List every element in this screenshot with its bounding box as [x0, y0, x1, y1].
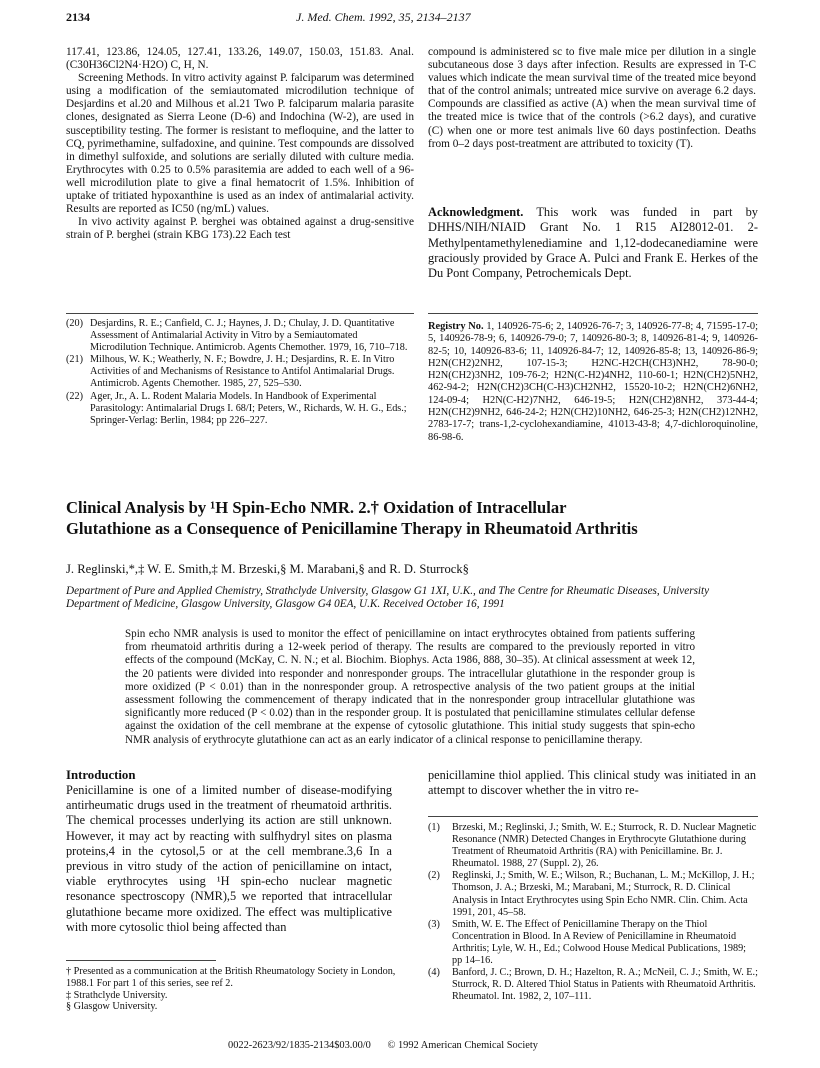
reference-number: (20) — [66, 318, 83, 329]
reference-number: (2) — [428, 870, 440, 882]
reference-item — [66, 318, 414, 354]
journal-citation: J. Med. Chem. 1992, 35, 2134–2137 — [296, 10, 471, 24]
reference-number: (1) — [428, 822, 440, 833]
reference-number: (4) — [428, 967, 440, 979]
reference-text: Banford, J. C.; Brown, D. H.; Hazelton, R. A.; McNeil, C. J.; Smith, W. E.; Sturrock, R. D. Altered Thiol Status in Patients with Rheumatoid Arthritis. Rheumatol. Int. 1982, 2, 107–111. — [452, 967, 758, 1003]
article-title-line-1: Clinical Analysis by ¹H Spin-Echo NMR. 2.† Oxidation of Intracellular — [66, 498, 567, 517]
reference-item — [428, 822, 758, 870]
copyright-notice: © 1992 American Chemical Society — [387, 1040, 538, 1051]
footnote-dagger: † Presented as a communication at the British Rheumatology Society in London, 1988.1 For part 1 of this series, see ref 2. — [66, 966, 396, 989]
author-list: J. Reglinski,*,‡ W. E. Smith,‡ M. Brzeski,§ M. Marabani,§ and R. D. Sturrock§ — [66, 562, 469, 576]
footnote-double-dagger: ‡ Strathclyde University. — [66, 989, 168, 1001]
acknowledgment-paragraph — [428, 205, 758, 297]
running-head — [66, 10, 756, 28]
reference-number: (22) — [66, 390, 83, 402]
reference-number: (3) — [428, 918, 440, 930]
acknowledgment-label: Acknowledgment. — [428, 205, 524, 219]
footnote-section: § Glasgow University. — [66, 1001, 158, 1013]
registry-label: Registry No. — [428, 321, 484, 332]
prev-paragraph-1: 117.41, 123.86, 124.05, 127.41, 133.26, 149.07, 150.03, 151.83. Anal. (C30H36Cl2N4·H2O) C, H, N. — [66, 46, 414, 72]
reference-number: (21) — [66, 354, 83, 366]
footnote-divider — [66, 960, 216, 961]
reference-text: Milhous, W. K.; Weatherly, N. F.; Bowdre, J. H.; Desjardins, R. E. In Vitro Activities of and Mechanisms of Resistance to Antifol Antimalarial Drugs. Antimicrob. Agents Chemother. 1985, 27, 525–530. — [90, 354, 395, 390]
prev-article-right-column — [428, 46, 756, 192]
copyright-line — [228, 1040, 628, 1051]
in-vivo-paragraph: In vivo activity against P. berghei was obtained against a drug-sensitive strain of P. berghei (strain KBG 173).22 Each test — [66, 216, 414, 242]
copyright-code: 0022-2623/92/1835-2134$03.00/0 — [228, 1040, 371, 1051]
reference-item — [428, 870, 758, 918]
footnotes — [66, 966, 396, 1013]
article-title — [66, 497, 756, 539]
reference-text: Smith, W. E. The Effect of Penicillamine Therapy on the Thiol Concentration in Blood. In A Review of Penicillamine in Rheumatoid Arthritis; Lyle, W. H., Ed.; Colwood House Medical Publications, 1989; pp 14–16. — [452, 918, 747, 967]
abstract: Spin echo NMR analysis is used to monitor the effect of penicillamine on intact erythrocytes obtained from patients suffering from rheumatoid arthritis during a 12-week period of therapy. The results are compared to the previously reported in vitro effects of the compound (McKay, C. N. N.; et al. Biochim. Biophys. Acta 1986, 888, 30–35). At clinical assessment at week 12, the 20 patients were divided into responder and nonresponder groups. The intracellular glutathione in the responder group is more oxidized (P < 0.01) than in the nonresponder group. A retrospective analysis of the two patient groups at the initial assessment following the commencement of therapy indicated that in the nonresponder group intracellular glutathione was significantly more reduced (P < 0.02) than in the responder group. It is postulated that penicillamine stimulates cellular defense against the oxidation of the cell membrane at the expense of cytosolic glutathione. This initial study suggests that spin-echo NMR analysis of erythrocyte glutathione can act as an early indicator of a clinical response to penicillamine therapy. — [125, 628, 695, 746]
article-references-divider — [428, 816, 758, 817]
introduction-right-column: penicillamine thiol applied. This clinical study was initiated in an attempt to discover whether the in vitro re- — [428, 768, 756, 798]
page-number: 2134 — [66, 10, 90, 24]
prev-references — [66, 318, 414, 476]
references-divider-left — [66, 313, 414, 314]
introduction-heading: Introduction — [66, 768, 136, 782]
introduction-left-column: Penicillamine is one of a limited number of disease-modifying antirheumatic drugs used in the treatment of rheumatoid arthritis. The chemical processes underlying its action are still unknown. However, it may act by reacting with sulfhydryl sites on plasma proteins,4 in the cytosol,5 or at the cell membrane.3,6 In a previous in vitro study of the action of penicillamine on intact, viable erythrocytes using ¹H spin-echo nuclear magnetic resonance spectroscopy (NMR),5 we reported that intracellular glutathione became more oxidized. The effect was multiplicative with more cytosolic thiol being affected than — [66, 783, 392, 934]
article-references — [428, 822, 758, 1028]
prev-article-left-column — [66, 46, 414, 308]
registry-numbers — [428, 321, 758, 471]
registry-text: 1, 140926-75-6; 2, 140926-76-7; 3, 140926-77-8; 4, 71595-17-0; 5, 140926-78-9; 6, 140926-79-0; 7, 140926-80-3; 8, 140926-81-4; 9, 140926-82-5; 10, 140926-83-6; 11, 140926-84-7; 12, 140926-85-8; 13, 140926-86-9; H2N(CH2)2NH2, 107-15-3; H2NC-H2CH(CH3)NH2, 78-90-0; H2N(CH2)3NH2, 109-76-2; H2N(C-H2)4NH2, 110-60-1; H2N(CH2)5NH2, 462-94-2; H2N(CH2)3CH(C-H3)CH2NH2, 15520-10-2; H2N(CH2)6NH2, 124-09-4; H2N(C-H2)7NH2, 646-19-5; H2N(CH2)8NH2, 373-44-4; H2N(CH2)9NH2, 646-24-2; H2N(CH2)10NH2, 646-25-3; H2N(CH2)12NH2, 2783-17-7; trans-1,2-cyclohexandiamine, 41013-43-8; 4,7-dichloroquinoline, 86-98-6. — [428, 321, 758, 443]
acknowledgment-text: This work was funded in part by DHHS/NIH/NIAID Grant No. 1 R15 AI28012-01. 2-Methylpentamethylenediamine and 1,12-dodecanediamine were graciously provided by Grace A. Pulci and Frank E. Herkes of the Du Pont Company, Petrochemicals Dept. — [428, 205, 758, 281]
reference-item — [428, 919, 758, 967]
reference-item — [66, 354, 414, 390]
reference-text: Desjardins, R. E.; Canfield, C. J.; Haynes, J. D.; Chulay, J. D. Quantitative Assessment of Antimalarial Activity in Vitro by a Semiautomated Microdilution Technique. Antimicrob. Agents Chemother. 1979, 16, 710–718. — [90, 318, 408, 354]
prev-right-paragraph: compound is administered sc to five male mice per dilution in a single subcutaneous dose 3 days after infection. Results are expressed in T-C values which indicate the mean survival time of the treated mice beyond that of the control animals; untreated mice survive on average 6.2 days. Compounds are classified as active (A) when the mean survival time of the treated mice is twice that of the controls (>6.2 days), and curative (C) when one or more test animals live 60 days postinfection. Deaths from 0–2 days post-treatment are attributed to toxicity (T). — [428, 46, 756, 150]
affiliation: Department of Pure and Applied Chemistry, Strathclyde University, Glasgow G1 1XI, U.K., and The Centre for Rheumatic Diseases, University Department of Medicine, Glasgow University, Glasgow G4 0EA, U.K. Received October 16, 1991 — [66, 585, 710, 611]
screening-methods-paragraph: Screening Methods. In vitro activity against P. falciparum was determined using a modification of the semiautomated microdilution technique of Desjardins et al.20 and Milhous et al.21 Two P. falciparum malaria parasite clones, designated as Sierra Leone (D-6) and Indochina (W-2), are used in susceptibility testing. The former is resistant to mefloquine, and the latter to CQ, pyrimethamine, sulfadoxine, and quinine. Test compounds are dissolved in dimethyl sulfoxide, and solutions are serially diluted with culture media. Erythrocytes with 0.25 to 0.5% parasitemia are added to each well of a 96-well microdilution plate to give a final hematocrit of 1.5%. Inhibition of uptake of tritiated hypoxanthine is used as an index of antimalarial activity. Results are reported as IC50 (ng/mL) values. — [66, 72, 414, 216]
reference-text: Ager, Jr., A. L. Rodent Malaria Models. In Handbook of Experimental Parasitology: Antimalarial Drugs I. 68/I; Peters, W., Richards, W. H. G., Eds.; Springer-Verlag: Berlin, 1984; pp 226–227. — [90, 390, 407, 426]
reference-item — [66, 391, 414, 427]
article-title-line-2: Glutathione as a Consequence of Penicillamine Therapy in Rheumatoid Arthritis — [66, 519, 638, 538]
references-divider-right — [428, 313, 758, 314]
reference-text: Reglinski, J.; Smith, W. E.; Wilson, R.; Buchanan, L. M.; McKillop, J. H.; Thomson, J. A.; Brzeski, M.; Marabani, M.; Sturrock, R. D. Clinical Analysis in Intact Erythrocytes using Spin Echo NMR. Clin. Chim. Acta 1991, 201, 45–58. — [452, 870, 755, 918]
reference-item — [428, 967, 758, 1003]
reference-text: Brzeski, M.; Reglinski, J.; Smith, W. E.; Sturrock, R. D. Nuclear Magnetic Resonance (NMR) Detected Changes in Erythrocyte Glutathione during Treatment of Rheumatoid Arthritis (RA) with Penicillamine. Br. J. Rheumatol. 1988, 27 (Suppl. 2), 26. — [452, 822, 757, 870]
